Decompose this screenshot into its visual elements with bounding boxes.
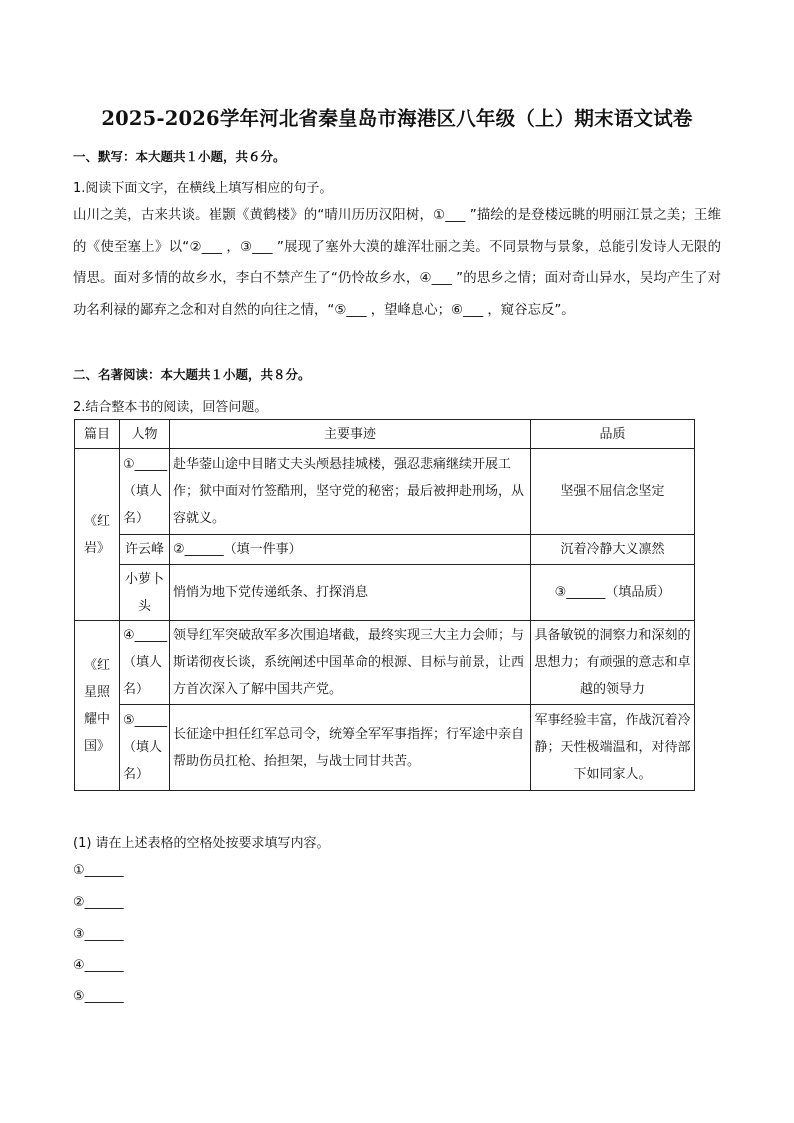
classics-table (74, 419, 695, 791)
deeds-cell: ②______（填一件事） (170, 535, 531, 565)
header-quality: 品质 (531, 420, 695, 449)
book-hongyan: 《红岩》 (75, 449, 120, 621)
table-header-row (75, 420, 695, 449)
table-row (75, 535, 695, 565)
question-1-prompt: 1.阅读下面文字，在横线上填写相应的句子。 (73, 181, 333, 196)
book-red-star: 《红星照耀中国》 (75, 621, 120, 791)
table-row (75, 705, 695, 791)
person-cell: ①_____（填人名） (120, 449, 170, 535)
quality-cell: ③______（填品质） (531, 565, 695, 621)
header-person: 人物 (120, 420, 170, 449)
deeds-cell: 赴华蓥山途中目睹丈夫头颅悬挂城楼，强忍悲痛继续开展工作；狱中面对竹签酷刑，坚守党的秘密；最后被押赴刑场，从容就义。 (170, 449, 531, 535)
table-row (75, 621, 695, 705)
section-heading-dictation: 一、默写：本大题共１小题，共６分。 (73, 149, 286, 164)
table-row (75, 449, 695, 535)
answer-blank-5: ⑤______ (73, 989, 124, 1004)
deeds-cell: 长征途中担任红军总司令，统筹全军军事指挥；行军途中亲自帮助伤员扛枪、抬担架，与战士同甘共苦。 (170, 705, 531, 791)
question-1-passage: 山川之美，古来共谈。崔颢《黄鹤楼》的“晴川历历汉阳树，①___ ”描绘的是登楼远眺的明丽江景之美；王维的《使至塞上》以“②___ ，③___ ”展现了塞外大漠的雄浑壮丽之美。不同景物与景象，总能引发诗人无限的情思。面对多情的故乡水，李白不禁产生了“仍怜故乡水，④___ ”的思乡之情；面对奇山异水，吴均产生了对功名利禄的鄙弃之念和对自然的向往之情，“⑤___ ，望峰息心；⑥___ ，窥谷忘反”。 (73, 208, 721, 318)
table-row (75, 565, 695, 621)
quality-cell: 具备敏锐的洞察力和深刻的思想力；有顽强的意志和卓越的领导力 (531, 621, 695, 705)
person-cell: ④_____（填人名） (120, 621, 170, 705)
person-cell: ⑤_____（填人名） (120, 705, 170, 791)
sub-question-1: (1) 请在上述表格的空格处按要求填写内容。 (73, 836, 330, 851)
answer-blank-2: ②______ (73, 895, 124, 910)
quality-cell: 坚强不屈信念坚定 (531, 449, 695, 535)
header-book: 篇目 (75, 420, 120, 449)
quality-cell: 沉着冷静大义凛然 (531, 535, 695, 565)
exam-title: 2025-2026学年河北省秦皇岛市海港区八年级（上）期末语文试卷 (101, 107, 693, 130)
person-cell: 小萝卜头 (120, 565, 170, 621)
answer-blank-4: ④______ (73, 958, 124, 973)
deeds-cell: 悄悄为地下党传递纸条、打探消息 (170, 565, 531, 621)
section-heading-classics: 二、名著阅读：本大题共１小题，共８分。 (73, 367, 311, 382)
question-2-prompt: 2.结合整本书的阅读，回答问题。 (73, 400, 268, 415)
person-cell: 许云峰 (120, 535, 170, 565)
answer-blank-3: ③______ (73, 927, 124, 942)
deeds-cell: 领导红军突破敌军多次围追堵截，最终实现三大主力会师；与斯诺彻夜长谈，系统阐述中国革命的根源、目标与前景，让西方首次深入了解中国共产党。 (170, 621, 531, 705)
answer-blank-1: ①______ (73, 863, 124, 878)
quality-cell: 军事经验丰富，作战沉着冷静；天性极端温和，对待部下如同家人。 (531, 705, 695, 791)
header-deeds: 主要事迹 (170, 420, 531, 449)
